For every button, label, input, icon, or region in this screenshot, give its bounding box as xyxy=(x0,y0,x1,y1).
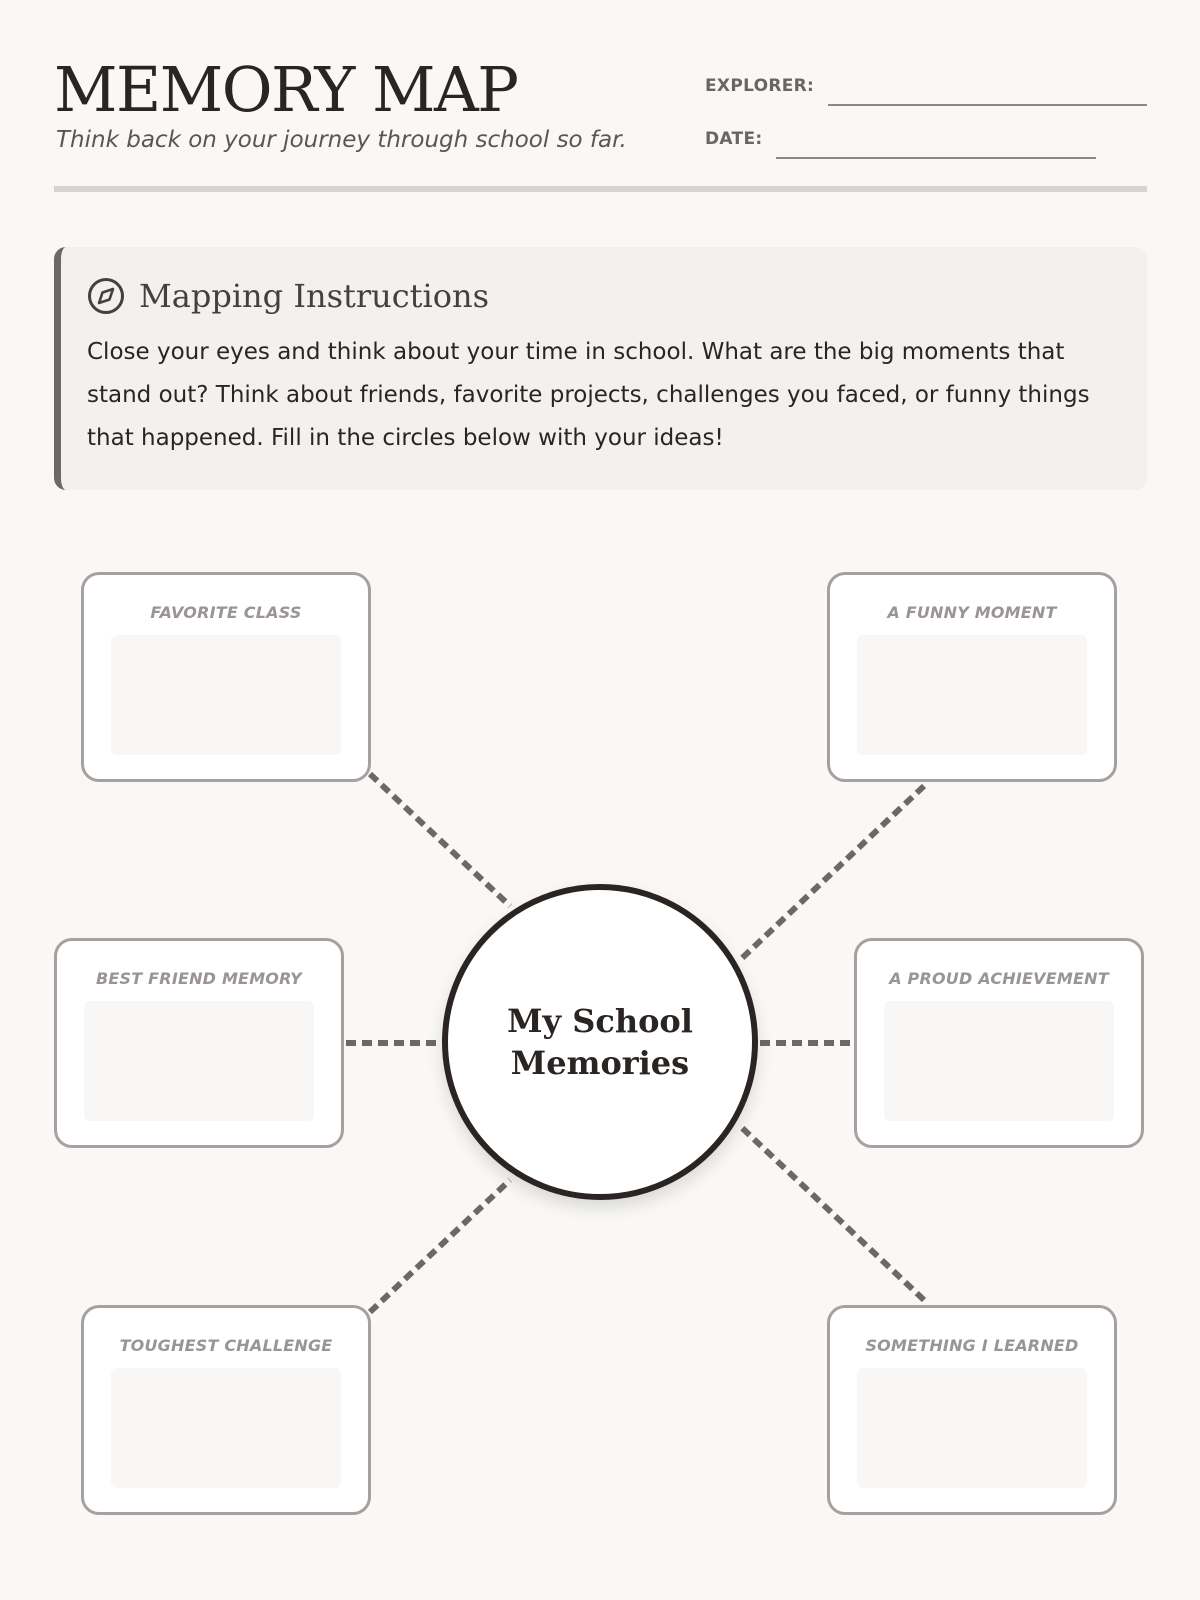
page-title: MEMORY MAP xyxy=(54,53,518,126)
page-subtitle: Think back on your journey through school so far. xyxy=(56,127,627,153)
connector-favorite-class xyxy=(370,774,510,906)
write-area-proud-achievement[interactable] xyxy=(884,1001,1114,1121)
connector-something-learned xyxy=(740,1126,924,1300)
instructions-text: Close your eyes and think about your time in school. What are the big moments that stand out? Think about friends, favorite projects, challenges you faced, or funny things that happened. Fill in the circles below with your ideas! xyxy=(87,339,1090,451)
center-label-line-2: Memories xyxy=(510,1044,690,1082)
box-label-toughest-challenge: TOUGHEST CHALLENGE xyxy=(119,1336,333,1355)
box-label-something-learned: SOMETHING I LEARNED xyxy=(865,1336,1079,1355)
write-area-funny-moment[interactable] xyxy=(857,635,1087,755)
box-proud-achievement xyxy=(854,938,1144,1148)
box-label-best-friend: BEST FRIEND MEMORY xyxy=(96,969,302,988)
box-funny-moment xyxy=(827,572,1117,782)
write-area-something-learned[interactable] xyxy=(857,1368,1087,1488)
box-label-proud-achievement: A PROUD ACHIEVEMENT xyxy=(889,969,1109,988)
connector-toughest-challenge xyxy=(370,1180,510,1312)
date-label: DATE: xyxy=(705,129,763,149)
box-best-friend xyxy=(54,938,344,1148)
explorer-label: EXPLORER: xyxy=(705,76,815,96)
center-label-line-1: My School xyxy=(507,1002,693,1040)
box-toughest-challenge xyxy=(81,1305,371,1515)
connector-funny-moment xyxy=(740,786,924,960)
center-circle xyxy=(442,884,758,1200)
box-favorite-class xyxy=(81,572,371,782)
write-area-toughest-challenge[interactable] xyxy=(111,1368,341,1488)
box-label-favorite-class: FAVORITE CLASS xyxy=(150,603,302,622)
box-something-learned xyxy=(827,1305,1117,1515)
write-area-best-friend[interactable] xyxy=(84,1001,314,1121)
box-label-funny-moment: A FUNNY MOMENT xyxy=(887,603,1057,622)
write-area-favorite-class[interactable] xyxy=(111,635,341,755)
center-label xyxy=(507,1000,693,1084)
instructions-title: Mapping Instructions xyxy=(139,277,490,315)
